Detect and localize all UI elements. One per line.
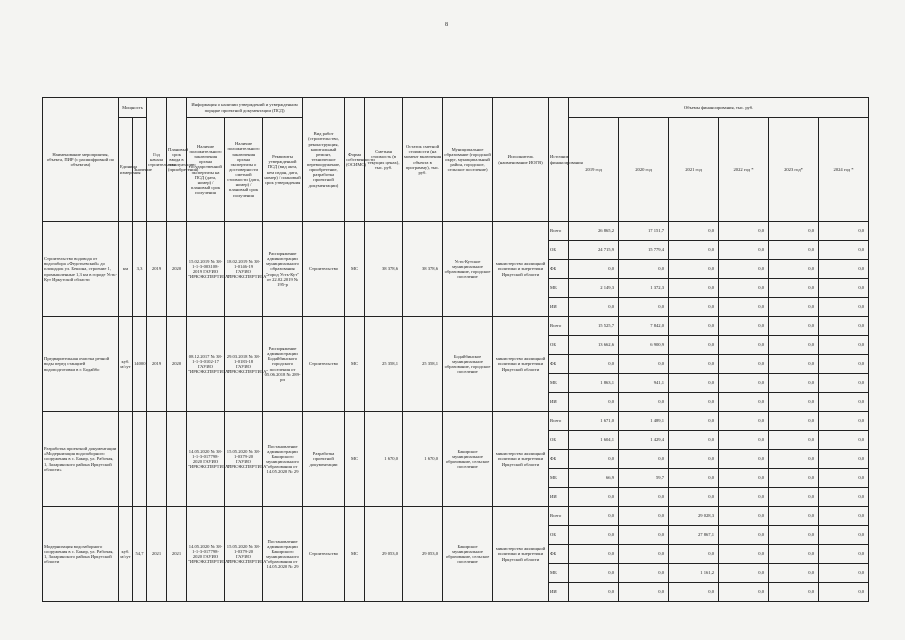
funding-amount: 0,0 — [769, 469, 819, 488]
funding-amount: 0,0 — [819, 431, 869, 450]
commissioning-year: 2020 — [167, 222, 187, 317]
funding-amount: 0,0 — [819, 279, 869, 298]
funding-amount: 0,0 — [719, 336, 769, 355]
funding-amount: 0,0 — [719, 412, 769, 431]
funding-source: ИИ — [549, 298, 569, 317]
capacity-value: 54,7 — [133, 507, 147, 602]
header-ownership: Форма собственности (ОСИМС) — [345, 98, 365, 222]
funding-amount: 0,0 — [819, 241, 869, 260]
funding-amount: 0,0 — [819, 564, 869, 583]
funding-amount: 0,0 — [769, 222, 819, 241]
funding-amount: 0,0 — [719, 450, 769, 469]
remaining-cost: 1 670,0 — [403, 412, 443, 507]
funding-amount: 0,0 — [769, 374, 819, 393]
reliability-conclusion: 29.03.2018 № 38-1-0183-18 ГАУИО "ИРКЭКСПЕРТИЗА" — [225, 317, 263, 412]
funding-amount: 0,0 — [669, 260, 719, 279]
estimate-cost: 38 378,6 — [365, 222, 403, 317]
executor: министерство жилищной политики и энергетики Иркутской области — [493, 507, 549, 602]
funding-amount: 0,0 — [669, 222, 719, 241]
capacity-unit: км — [119, 222, 133, 317]
funding-amount: 0,0 — [819, 393, 869, 412]
funding-amount: 0,0 — [669, 412, 719, 431]
funding-source: Всего — [549, 317, 569, 336]
municipality: Усть-Кутское муниципальное образование, городское поселение — [443, 222, 493, 317]
funding-amount: 0,0 — [769, 279, 819, 298]
psd-details: Распоряжение администрации Бодайбинского городского поселения от 05.06.2018 № 289-рп — [263, 317, 303, 412]
funding-amount: 17 151,7 — [619, 222, 669, 241]
estimate-cost: 25 358,1 — [365, 317, 403, 412]
funding-amount: 0,0 — [769, 241, 819, 260]
start-year: 2019 — [147, 222, 167, 317]
header-psd-details: Реквизиты утвержденной ПСД (вид акта, кем издан, дата, номер) / плановый срок утверждения — [263, 118, 303, 222]
header-year: 2023 год* — [769, 118, 819, 222]
table-row — [43, 412, 869, 431]
work-type: Строительство — [303, 507, 345, 602]
funding-amount: 0,0 — [719, 279, 769, 298]
funding-amount: 24 715,9 — [569, 241, 619, 260]
funding-amount: 0,0 — [769, 431, 819, 450]
capacity-value — [133, 412, 147, 507]
funding-amount: 0,0 — [569, 526, 619, 545]
funding-amount: 0,0 — [719, 241, 769, 260]
funding-amount: 1 671,0 — [569, 412, 619, 431]
header-year: 2022 год * — [719, 118, 769, 222]
funding-amount: 0,0 — [669, 355, 719, 374]
header-year: 2019 год — [569, 118, 619, 222]
funding-source: ИИ — [549, 583, 569, 602]
funding-amount: 0,0 — [769, 450, 819, 469]
header-year: 2020 год — [619, 118, 669, 222]
funding-amount: 0,0 — [769, 564, 819, 583]
municipality: Бакирское муниципальное образование, сельское поселение — [443, 412, 493, 507]
funding-amount: 0,0 — [819, 317, 869, 336]
header-reliability: Наличие положительного заключения органа экспертизы о достоверности сметной стоимости (дата, номер) / плановый срок получения — [225, 118, 263, 222]
object-name: Модернизация водозаборного сооружения в с. Бакир, ул. Рабочая, 1, Заларинского района Иркутской области — [43, 507, 119, 602]
funding-source: Всего — [549, 507, 569, 526]
funding-amount: 0,0 — [769, 260, 819, 279]
remaining-cost: 25 358,1 — [403, 317, 443, 412]
investment-program-table — [42, 97, 869, 602]
remaining-cost: 29 053,0 — [403, 507, 443, 602]
funding-amount: 0,0 — [619, 260, 669, 279]
funding-amount: 59,7 — [619, 469, 669, 488]
funding-amount: 66,9 — [569, 469, 619, 488]
funding-amount: 0,0 — [669, 374, 719, 393]
header-year: 2021 год — [669, 118, 719, 222]
capacity-unit: куб. м/сут — [119, 317, 133, 412]
funding-amount: 0,0 — [669, 545, 719, 564]
funding-amount: 0,0 — [619, 583, 669, 602]
funding-source: ИИ — [549, 393, 569, 412]
page-number: 8 — [445, 22, 448, 28]
funding-amount: 0,0 — [619, 298, 669, 317]
funding-amount: 0,0 — [569, 393, 619, 412]
header-year: 2024 год * — [819, 118, 869, 222]
header-remaining-cost: Остаток сметной стоимости (на момент включения объекта в программу), тыс. руб. — [403, 98, 443, 222]
funding-amount: 0,0 — [719, 222, 769, 241]
funding-amount: 0,0 — [619, 545, 669, 564]
municipality: Бодайбинское муниципальное образование, городское поселение — [443, 317, 493, 412]
commissioning-year: 2020 — [167, 317, 187, 412]
funding-amount: 0,0 — [769, 526, 819, 545]
funding-amount: 0,0 — [569, 564, 619, 583]
expertise-conclusion: 14.05.2020 № 38-1-1-3-017798-2020 ГАУИО "ИРКЭКСПЕРТИЗА" — [187, 412, 225, 507]
funding-amount: 1 489,1 — [619, 412, 669, 431]
funding-amount: 0,0 — [719, 355, 769, 374]
table-row — [43, 317, 869, 336]
funding-amount: 15 779,4 — [619, 241, 669, 260]
table-row — [43, 222, 869, 241]
header-executor: Исполнитель (наименование ИОГВ) — [493, 98, 549, 222]
funding-source: ОБ — [549, 526, 569, 545]
ownership-form: МС — [345, 507, 365, 602]
object-name: Разработка проектной документации «Модернизация водозаборного сооружения в с. Бакир, ул. Рабочая, 1, Заларинского района Иркутской области» — [43, 412, 119, 507]
header-estimate-cost: Сметная стоимость (в текущих ценах), тыс. руб. — [365, 98, 403, 222]
capacity-unit: куб. м/сут — [119, 507, 133, 602]
funding-amount: 0,0 — [719, 564, 769, 583]
funding-amount: 0,0 — [819, 374, 869, 393]
funding-amount: 1 604,1 — [569, 431, 619, 450]
remaining-cost: 38 378,6 — [403, 222, 443, 317]
funding-amount: 0,0 — [819, 545, 869, 564]
funding-amount: 0,0 — [719, 298, 769, 317]
funding-amount: 0,0 — [669, 450, 719, 469]
funding-amount: 0,0 — [719, 431, 769, 450]
funding-amount: 1 863,1 — [569, 374, 619, 393]
funding-amount: 0,0 — [719, 545, 769, 564]
commissioning-year — [167, 412, 187, 507]
funding-source: ОБ — [549, 431, 569, 450]
work-type: Строительство — [303, 222, 345, 317]
funding-amount: 0,0 — [569, 507, 619, 526]
funding-amount: 27 867,1 — [669, 526, 719, 545]
funding-amount: 0,0 — [669, 488, 719, 507]
funding-source: ОБ — [549, 336, 569, 355]
funding-source: ОБ — [549, 241, 569, 260]
funding-amount: 0,0 — [669, 241, 719, 260]
funding-amount: 0,0 — [669, 469, 719, 488]
expertise-conclusion: 15.02.2019 № 38-1-1-3-003108-2019 ГАУИО "ИРКЭКСПЕРТИЗА" — [187, 222, 225, 317]
funding-source: МБ — [549, 374, 569, 393]
funding-amount: 0,0 — [769, 298, 819, 317]
header-commissioning-year: Плановый срок ввода в эксплуатацию (приобретения) — [167, 98, 187, 222]
funding-source: ФБ — [549, 355, 569, 374]
funding-amount: 0,0 — [819, 469, 869, 488]
funding-amount: 0,0 — [669, 393, 719, 412]
start-year: 2021 — [147, 507, 167, 602]
executor: министерство жилищной политики и энергетики Иркутской области — [493, 412, 549, 507]
funding-source: ФБ — [549, 260, 569, 279]
funding-source: МБ — [549, 564, 569, 583]
funding-amount: 15 525,7 — [569, 317, 619, 336]
funding-amount: 0,0 — [619, 526, 669, 545]
funding-amount: 0,0 — [719, 583, 769, 602]
funding-amount: 0,0 — [819, 298, 869, 317]
funding-amount: 941,1 — [619, 374, 669, 393]
psd-details: Распоряжение администрации муниципального образования "город Усть-Кут" от 22.02.2019 № 195-р — [263, 222, 303, 317]
funding-amount: 0,0 — [819, 507, 869, 526]
start-year — [147, 412, 167, 507]
funding-amount: 0,0 — [769, 317, 819, 336]
psd-details: Постановление администрации Бакирского муниципального образования от 14.05.2020 № 29 — [263, 507, 303, 602]
funding-amount: 0,0 — [719, 260, 769, 279]
object-name: Строительство водовода от водозабора «Федотьевский» до площадок ул. Бешона, строение 1, промышленные 1,3 км в городе Усть-Кут Иркутской области — [43, 222, 119, 317]
executor: министерство жилищной политики и энергетики Иркутской области — [493, 222, 549, 317]
funding-amount: 13 662,6 — [569, 336, 619, 355]
funding-amount: 29 028,3 — [669, 507, 719, 526]
ownership-form: МС — [345, 317, 365, 412]
funding-amount: 0,0 — [819, 488, 869, 507]
funding-amount: 0,0 — [819, 450, 869, 469]
funding-amount: 0,0 — [719, 526, 769, 545]
header-start-year: Год начала строительства — [147, 98, 167, 222]
funding-amount: 0,0 — [619, 564, 669, 583]
funding-amount: 0,0 — [669, 583, 719, 602]
capacity-value: 3,3 — [133, 222, 147, 317]
header-expertise: Наличие положительного заключения органа государственной экспертизы на ПСД (дата, номер) / плановый срок получения — [187, 118, 225, 222]
funding-amount: 0,0 — [569, 260, 619, 279]
funding-amount: 0,0 — [669, 279, 719, 298]
funding-amount: 6 900,9 — [619, 336, 669, 355]
funding-amount: 0,0 — [569, 545, 619, 564]
table-row — [43, 507, 869, 526]
funding-amount: 0,0 — [569, 298, 619, 317]
funding-amount: 0,0 — [819, 336, 869, 355]
funding-amount: 26 865,2 — [569, 222, 619, 241]
header-capacity: Мощность — [119, 98, 147, 118]
header-value: Значение — [133, 118, 147, 222]
funding-amount: 0,0 — [769, 355, 819, 374]
funding-amount: 0,0 — [769, 488, 819, 507]
municipality: Бакирское муниципальное образование, сельское поселение — [443, 507, 493, 602]
funding-amount: 0,0 — [719, 393, 769, 412]
funding-amount: 0,0 — [619, 393, 669, 412]
funding-amount: 0,0 — [619, 488, 669, 507]
funding-amount: 2 149,3 — [569, 279, 619, 298]
commissioning-year: 2021 — [167, 507, 187, 602]
psd-details: Постановление администрации Бакирского муниципального образования от 14.05.2020 № 29 — [263, 412, 303, 507]
funding-amount: 0,0 — [769, 545, 819, 564]
funding-amount: 0,0 — [719, 374, 769, 393]
funding-amount: 0,0 — [769, 412, 819, 431]
reliability-conclusion: 15.05.2020 № 38-1-0379-20 ГАУИО "ИРКЭКСПЕРТИЗА" — [225, 507, 263, 602]
expertise-conclusion: 14.05.2020 № 38-1-1-3-017798-2020 ГАУИО "ИРКЭКСПЕРТИЗА" — [187, 507, 225, 602]
funding-source: МБ — [549, 469, 569, 488]
funding-amount: 0,0 — [619, 507, 669, 526]
funding-amount: 0,0 — [569, 488, 619, 507]
funding-amount: 1 429,4 — [619, 431, 669, 450]
funding-source: МБ — [549, 279, 569, 298]
ownership-form: МС — [345, 222, 365, 317]
funding-amount: 0,0 — [669, 317, 719, 336]
funding-amount: 0,0 — [819, 583, 869, 602]
funding-amount: 0,0 — [569, 583, 619, 602]
funding-amount: 0,0 — [769, 393, 819, 412]
header-name: Наименование мероприятия, объекта, ПИР (с расшифровкой по объектам) — [43, 98, 119, 222]
funding-source: Всего — [549, 222, 569, 241]
header-municipality: Муниципальное образование (городской округ, муниципальный район, городское, сельское поселение) — [443, 98, 493, 222]
funding-source: ФБ — [549, 545, 569, 564]
estimate-cost: 1 670,0 — [365, 412, 403, 507]
funding-amount: 1 161,2 — [669, 564, 719, 583]
expertise-conclusion: 08.12.2017 № 38-1-1-3-0102-17 ГАУИО "ИРКЭКСПЕРТИЗА" — [187, 317, 225, 412]
work-type: Разработка проектной документации — [303, 412, 345, 507]
funding-source: ИИ — [549, 488, 569, 507]
funding-amount: 0,0 — [569, 450, 619, 469]
funding-amount: 0,0 — [619, 355, 669, 374]
capacity-unit — [119, 412, 133, 507]
funding-amount: 0,0 — [719, 317, 769, 336]
funding-amount: 0,0 — [619, 450, 669, 469]
header-unit: Единица измерения — [119, 118, 133, 222]
funding-amount: 0,0 — [719, 507, 769, 526]
funding-amount: 0,0 — [719, 488, 769, 507]
header-approvals: Информация о наличии утверждений и утвержденном порядке проектной документации (ПСД) — [187, 98, 303, 118]
header-funding-source: Источник финансирования — [549, 98, 569, 222]
funding-amount: 0,0 — [769, 507, 819, 526]
funding-amount: 0,0 — [819, 260, 869, 279]
reliability-conclusion: 18.02.2019 № 38-1-0146-19 ГАУИО "ИРКЭКСПЕРТИЗА" — [225, 222, 263, 317]
funding-amount: 0,0 — [819, 526, 869, 545]
funding-amount: 0,0 — [819, 355, 869, 374]
funding-amount: 0,0 — [669, 298, 719, 317]
object-name: Предварительная очистка речной воды перед станцией водоподготовки в г. Бодайбо — [43, 317, 119, 412]
capacity-value: 14000 — [133, 317, 147, 412]
header-funding-volumes: Объемы финансирования, тыс. руб. — [569, 98, 869, 118]
funding-amount: 0,0 — [819, 412, 869, 431]
ownership-form: МС — [345, 412, 365, 507]
funding-amount: 0,0 — [669, 431, 719, 450]
estimate-cost: 29 053,0 — [365, 507, 403, 602]
funding-amount: 0,0 — [819, 222, 869, 241]
funding-amount: 0,0 — [769, 336, 819, 355]
reliability-conclusion: 15.05.2020 № 38-1-0379-20 ГАУИО "ИРКЭКСПЕРТИЗА" — [225, 412, 263, 507]
funding-amount: 0,0 — [719, 469, 769, 488]
funding-amount: 0,0 — [669, 336, 719, 355]
funding-amount: 7 842,0 — [619, 317, 669, 336]
funding-amount: 1 372,3 — [619, 279, 669, 298]
work-type: Строительство — [303, 317, 345, 412]
funding-amount: 0,0 — [569, 355, 619, 374]
funding-source: Всего — [549, 412, 569, 431]
funding-amount: 0,0 — [769, 583, 819, 602]
executor: министерство жилищной политики и энергетики Иркутской области — [493, 317, 549, 412]
start-year: 2019 — [147, 317, 167, 412]
funding-source: ФБ — [549, 450, 569, 469]
header-work-type: Вид работ (строительство, реконструкция, капитальный ремонт, техническое перевооружение, приобретение, разработка проектной документации) — [303, 98, 345, 222]
